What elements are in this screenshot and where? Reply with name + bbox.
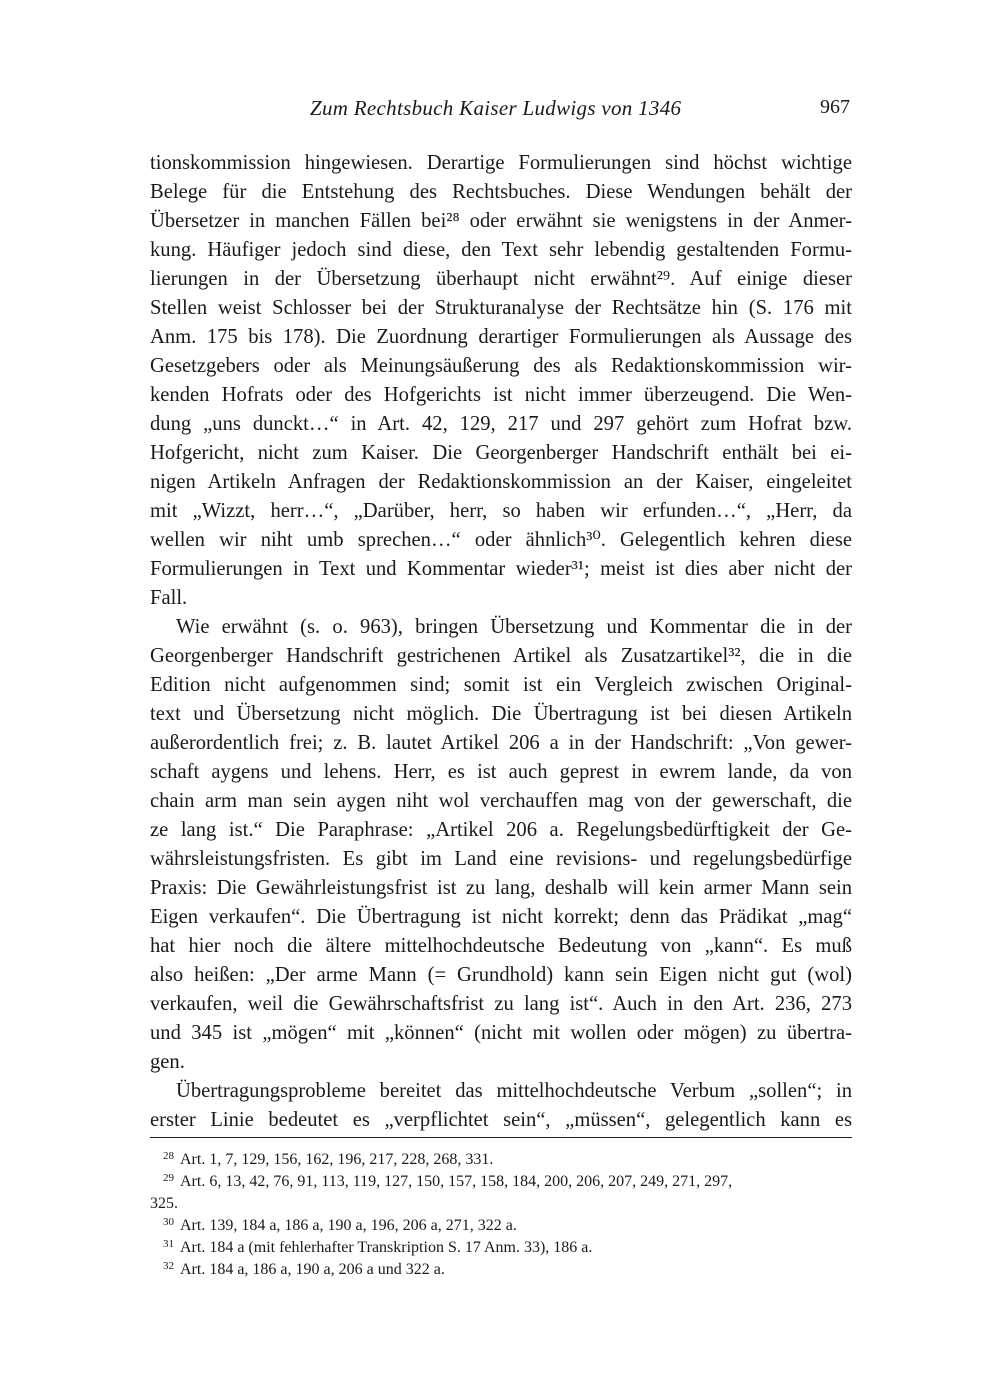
text-line: wellen wir niht umb sprechen…“ oder ähnlich³⁰. Gelegentlich kehren diese	[150, 529, 852, 551]
footnote-text: Art. 184 a, 186 a, 190 a, 206 a und 322 a.	[180, 1261, 445, 1278]
running-title: Zum Rechtsbuch Kaiser Ludwigs von 1346	[310, 96, 682, 120]
text-line: Praxis: Die Gewährleistungsfrist ist zu lang, deshalb will kein armer Mann sein	[150, 877, 852, 899]
text-line: nigen Artikeln Anfragen der Redaktionskommission an der Kaiser, eingeleitet	[150, 471, 852, 493]
text-line: Formulierungen in Text und Kommentar wieder³¹; meist ist dies aber nicht der	[150, 558, 852, 580]
page-number: 967	[820, 96, 850, 118]
footnote-text: Art. 1, 7, 129, 156, 162, 196, 217, 228, 268, 331.	[180, 1151, 494, 1168]
text-line: tionskommission hingewiesen. Derartige Formulierungen sind höchst wichtige	[150, 152, 852, 174]
text-line: text und Übersetzung nicht möglich. Die Übertragung ist bei diesen Artikeln	[150, 703, 852, 725]
text-line: außerordentlich frei; z. B. lautet Artikel 206 a in der Handschrift: „Von gewer-	[150, 732, 852, 754]
text-line: Übertragungsprobleme bereitet das mittelhochdeutsche Verbum „sollen“; in	[176, 1080, 852, 1102]
footnote-number: 28	[163, 1150, 174, 1162]
text-line: Eigen verkaufen“. Die Übertragung ist nicht korrekt; denn das Prädikat „mag“	[150, 906, 852, 928]
footnote-number: 29	[163, 1172, 174, 1184]
footnote-number: 31	[163, 1238, 174, 1250]
footnote-28	[150, 1149, 852, 1171]
text-line: lierungen in der Übersetzung überhaupt nicht erwähnt²⁹. Auf einige dieser	[150, 268, 852, 290]
footnote-text: Art. 184 a (mit fehlerhafter Transkription S. 17 Anm. 33), 186 a.	[180, 1239, 593, 1256]
text-line: mit „Wizzt, herr…“, „Darüber, herr, so haben wir erfunden…“, „Herr, da	[150, 500, 852, 522]
footnote-rule	[150, 1137, 852, 1138]
text-line: währsleistungsfristen. Es gibt im Land eine revisions- und regelungsbedürfige	[150, 848, 852, 870]
footnote-32	[150, 1259, 852, 1281]
footnote-29	[150, 1171, 852, 1193]
footnote-29-continued	[150, 1193, 852, 1215]
text-line: hat hier noch die ältere mittelhochdeutsche Bedeutung von „kann“. Es muß	[150, 935, 852, 957]
text-line: verkaufen, weil die Gewährschaftsfrist zu lang ist“. Auch in den Art. 236, 273	[150, 993, 852, 1015]
text-line: ze lang ist.“ Die Paraphrase: „Artikel 206 a. Regelungsbedürftigkeit der Ge-	[150, 819, 852, 841]
text-line: also heißen: „Der arme Mann (= Grundhold) kann sein Eigen nicht gut (wol)	[150, 964, 852, 986]
text-line: Georgenberger Handschrift gestrichenen Artikel als Zusatzartikel³², die in die	[150, 645, 852, 667]
footnote-number: 32	[163, 1260, 174, 1272]
text-line: und 345 ist „mögen“ mit „können“ (nicht mit wollen oder mögen) zu übertra-	[150, 1022, 852, 1044]
text-line: dung „uns dunckt…“ in Art. 42, 129, 217 und 297 gehört zum Hofrat bzw.	[150, 413, 852, 435]
text-line: Hofgericht, nicht zum Kaiser. Die Georgenberger Handschrift enthält bei ei-	[150, 442, 852, 464]
text-line: kung. Häufiger jedoch sind diese, den Text sehr lebendig gestaltenden Formu-	[150, 239, 852, 261]
page-header	[150, 96, 850, 126]
footnote-text: Art. 139, 184 a, 186 a, 190 a, 196, 206 a, 271, 322 a.	[180, 1217, 517, 1234]
footnote-text: Art. 6, 13, 42, 76, 91, 113, 119, 127, 150, 157, 158, 184, 200, 206, 207, 249, 271, 297,	[180, 1173, 733, 1190]
text-line: Wie erwähnt (s. o. 963), bringen Übersetzung und Kommentar die in der	[176, 616, 852, 638]
footnote-text: 325.	[150, 1195, 178, 1212]
text-line: Stellen weist Schlosser bei der Strukturanalyse der Rechtsätze hin (S. 176 mit	[150, 297, 852, 319]
text-line: Edition nicht aufgenommen sind; somit ist ein Vergleich zwischen Original-	[150, 674, 852, 696]
text-line: kenden Hofrats oder des Hofgerichts ist nicht immer überzeugend. Die Wen-	[150, 384, 852, 406]
text-line: Anm. 175 bis 178). Die Zuordnung derartiger Formulierungen als Aussage des	[150, 326, 852, 348]
text-line: Übersetzer in manchen Fällen bei²⁸ oder erwähnt sie wenigstens in der Anmer-	[150, 210, 852, 232]
text-line: Gesetzgebers oder als Meinungsäußerung des als Redaktionskommission wir-	[150, 355, 852, 377]
text-line: erster Linie bedeutet es „verpflichtet sein“, „müssen“, gelegentlich kann es	[150, 1109, 852, 1131]
text-line: Belege für die Entstehung des Rechtsbuches. Diese Wendungen behält der	[150, 181, 852, 203]
text-line: chain arm man sein aygen niht wol verchauffen mag von der gewerschaft, die	[150, 790, 852, 812]
footnote-30	[150, 1215, 852, 1237]
text-line: schaft aygens und lehens. Herr, es ist auch geprest in ewrem lande, da von	[150, 761, 852, 783]
footnote-31	[150, 1237, 852, 1259]
footnotes	[150, 1149, 852, 1281]
text-line: gen.	[150, 1051, 185, 1073]
body-text	[150, 149, 852, 1135]
text-line: Fall.	[150, 587, 188, 609]
footnote-number: 30	[163, 1216, 174, 1228]
